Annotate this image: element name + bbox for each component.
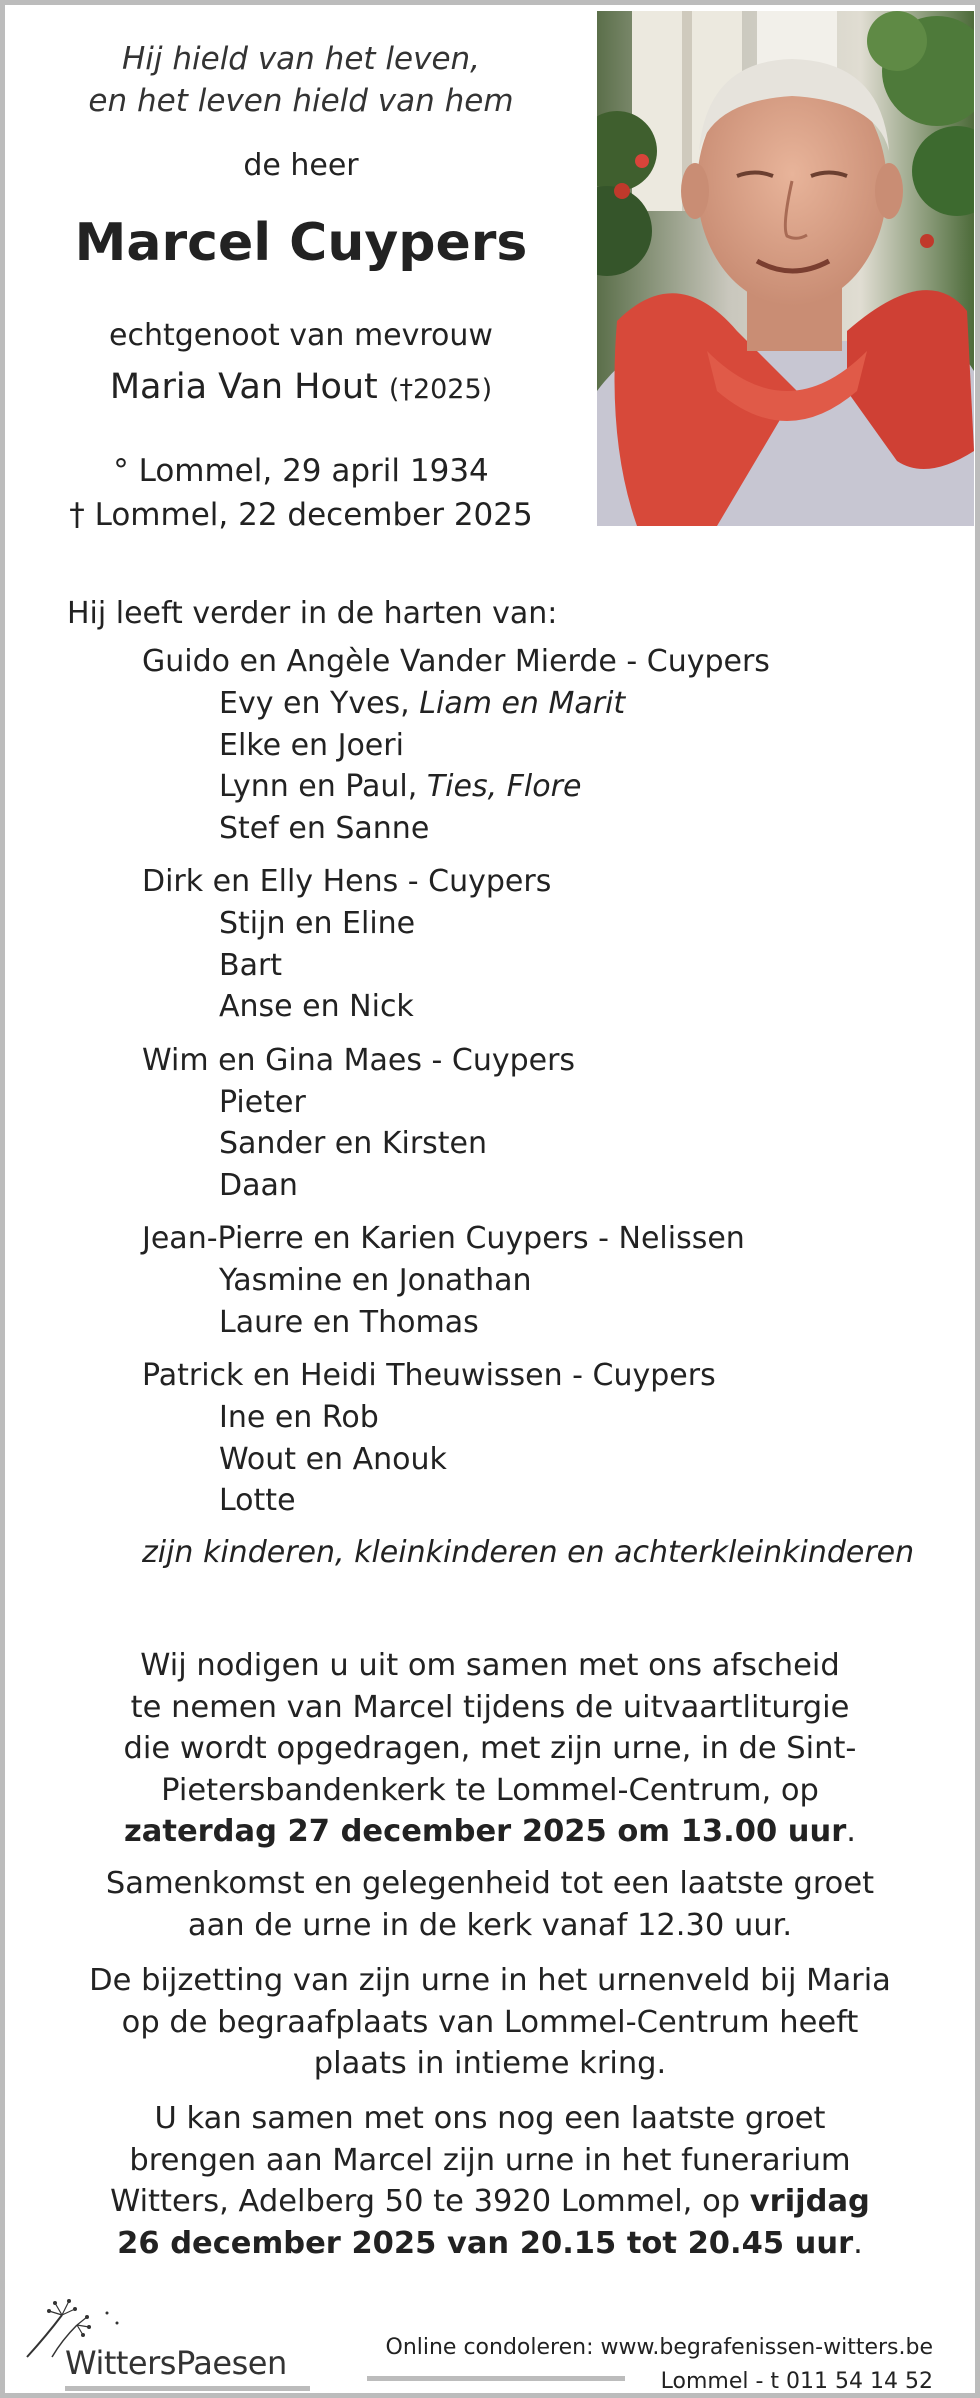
family-child [219,945,967,987]
family-group [142,1355,967,1522]
family-child [219,903,967,945]
death-date: † Lommel, 22 december 2025 [69,497,533,533]
grandchildren-names: Liam en Marit [419,686,626,721]
funeral-date-suffix: . [846,1814,856,1849]
farewell-line [5,2181,975,2223]
family-child [219,725,967,767]
family-intro: Hij leeft verder in de harten van: [67,596,558,631]
family-child [219,1397,967,1439]
footer-phone: Lommel - t 011 54 14 52 [660,2369,933,2394]
gathering-line: Samenkomst en gelegenheid tot een laatste groet [105,1866,875,1901]
gathering-line: aan de urne in de kerk vanaf 12.30 uur. [187,1907,793,1943]
family-parents: Wim en Gina Maes - Cuypers [142,1042,576,1078]
interment-line: De bijzetting van zijn urne in het urnenveld bij Maria [89,1963,891,1998]
farewell-line: brengen aan Marcel zijn urne in het funerarium [129,2142,851,2178]
logo-underline [65,2386,310,2391]
motto-line: Hij hield van het leven, [121,41,481,77]
family-child [219,1260,967,1302]
child-names: Pieter [219,1084,306,1120]
family-child [219,986,967,1028]
spouse-intro: echtgenoot van mevrouw [109,318,493,353]
grandchildren-names: Ties, Flore [426,769,582,804]
family-child [219,1082,967,1124]
portrait-image [597,11,974,526]
farewell-date-line [5,2223,975,2265]
farewell-paragraph [5,2098,975,2264]
farewell-line: U kan samen met ons nog een laatste groet [154,2101,826,2136]
child-names: Laure en Thomas [219,1304,479,1340]
child-names: Lotte [219,1483,296,1518]
child-names: Lynn en Paul, [219,769,418,804]
title-prefix: de heer [243,148,359,183]
death-notice [5,5,975,2393]
interment-line: op de begraafplaats van Lommel-Centrum heeft [121,2004,859,2040]
child-names: Yasmine en Jonathan [219,1263,532,1298]
child-names: Bart [219,947,283,983]
child-names: Elke en Joeri [219,727,404,763]
family-outro: zijn kinderen, kleinkinderen en achterkleinkinderen [142,1534,915,1570]
gathering-paragraph [5,1863,975,1946]
spouse-name: Maria Van Hout [109,367,378,407]
child-names: Ine en Rob [219,1400,379,1435]
portrait-photo [597,11,974,526]
funeral-date: zaterdag 27 december 2025 om 13.00 uur [124,1814,847,1849]
family-group [142,1218,967,1343]
family-group [142,1040,967,1207]
spouse-death-year: (†2025) [388,374,493,405]
motto [5,38,597,122]
invitation-line: te nemen van Marcel tijdens de uitvaartliturgie [130,1689,850,1725]
family-parents: Guido en Angèle Vander Mierde - Cuypers [142,644,770,679]
child-names: Wout en Anouk [219,1441,447,1477]
logo-text: WittersPaesen [65,2344,287,2382]
family-list [67,593,967,1574]
motto-line: en het leven hield van hem [88,83,514,119]
farewell-line-prefix: Witters, Adelberg 50 te 3920 Lommel, op [110,2184,750,2219]
family-child [219,683,967,725]
family-group [142,641,967,849]
life-dates [5,449,597,537]
farewell-day: vrijdag [749,2184,870,2219]
child-names: Sander en Kirsten [219,1126,488,1161]
family-group [142,861,967,1028]
family-parents: Jean-Pierre en Karien Cuypers - Nelissen [142,1221,745,1256]
interment-paragraph [5,1960,975,2085]
invitation-line: Wij nodigen u uit om samen met ons afscheid [140,1648,840,1683]
farewell-date-suffix: . [853,2225,863,2261]
family-child [219,1439,967,1481]
interment-line: plaats in intieme kring. [313,2046,667,2081]
child-names: Daan [219,1167,298,1203]
family-child [219,1165,967,1207]
family-parents: Patrick en Heidi Theuwissen - Cuypers [142,1358,716,1393]
child-names: Evy en Yves, [219,686,410,721]
footer-divider [367,2376,625,2381]
farewell-date: 26 december 2025 van 20.15 tot 20.45 uur [117,2225,854,2261]
child-names: Stef en Sanne [219,810,430,846]
deceased-name: Marcel Cuypers [74,213,528,273]
invitation-line: die wordt opgedragen, met zijn urne, in de Sint- [123,1731,857,1766]
family-child [219,1123,967,1165]
family-child [219,1480,967,1522]
invitation-paragraph [5,1645,975,1853]
birth-date: ° Lommel, 29 april 1934 [113,453,489,489]
family-parents: Dirk en Elly Hens - Cuypers [142,864,552,899]
family-child [219,766,967,808]
family-child [219,808,967,850]
invitation-line: Pietersbandenkerk te Lommel-Centrum, op [161,1772,819,1808]
family-child [219,1302,967,1344]
condolence-link[interactable]: Online condoleren: www.begrafenissen-witters.be [385,2335,933,2360]
invitation-date-line [5,1811,975,1853]
child-names: Anse en Nick [219,989,414,1024]
child-names: Stijn en Eline [219,906,416,941]
spouse-line [5,367,597,407]
